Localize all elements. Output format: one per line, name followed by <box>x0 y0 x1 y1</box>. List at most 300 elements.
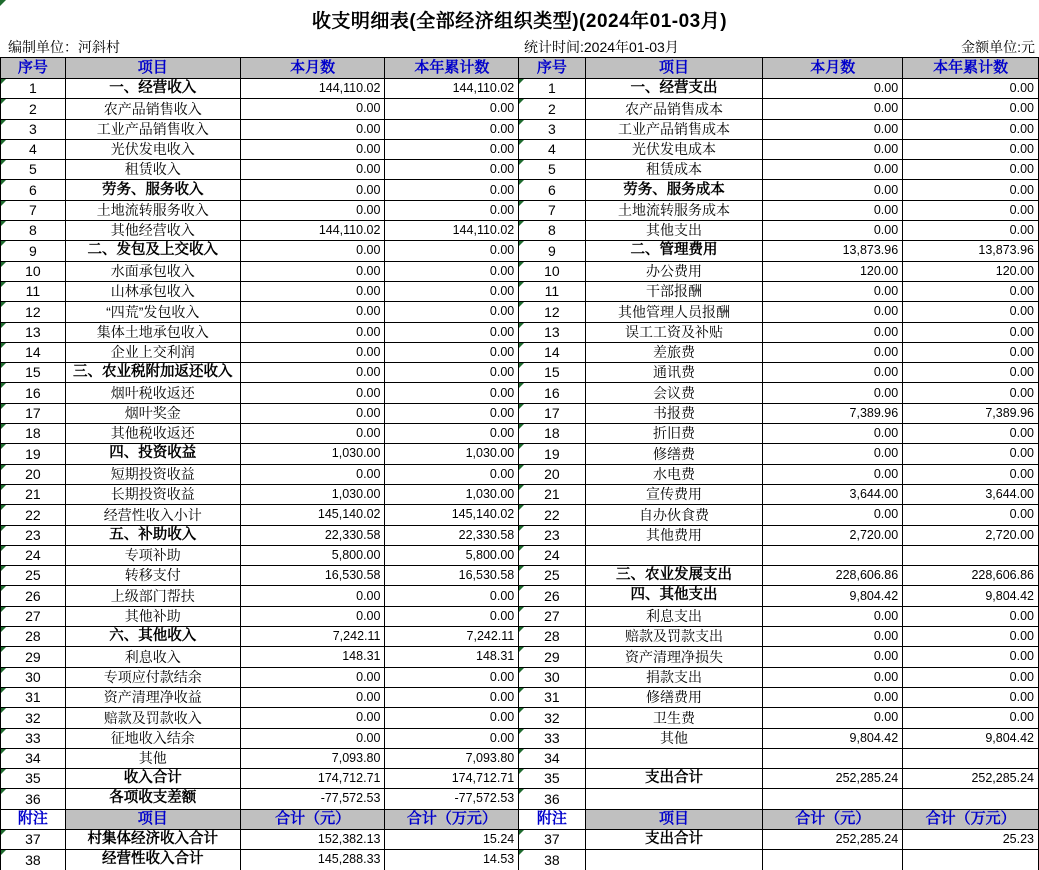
table-row <box>1 586 519 606</box>
row-number-text: 30 <box>25 668 41 685</box>
row-number <box>519 281 585 301</box>
row-year-value: 0.00 <box>385 281 519 301</box>
income-header-row <box>1 58 519 79</box>
cell-flag-triangle <box>519 323 524 328</box>
row-month-value: 0.00 <box>240 383 385 403</box>
table-row <box>519 687 1038 707</box>
row-number-text: 5 <box>29 161 37 178</box>
row-number-text: 22 <box>544 506 560 523</box>
row-month-value: 9,804.42 <box>763 728 903 748</box>
row-year-value: 0.00 <box>385 586 519 606</box>
row-number-text: 38 <box>544 851 560 868</box>
row-item-label: 办公费用 <box>585 261 763 281</box>
row-item-label: 利息支出 <box>585 606 763 626</box>
row-month-value: 0.00 <box>240 464 385 484</box>
row-item-label: 三、农业发展支出 <box>585 566 763 586</box>
row-item-label: 征地收入结余 <box>65 728 240 748</box>
row-number-text: 37 <box>544 831 560 848</box>
expense-table <box>519 57 1039 870</box>
row-item-label: 其他补助 <box>65 606 240 626</box>
table-row <box>1 444 519 464</box>
row-item-label: 其他经营收入 <box>65 221 240 241</box>
cell-flag-triangle <box>1 262 6 267</box>
table-row <box>1 545 519 565</box>
row-number <box>1 789 66 809</box>
cell-flag-triangle <box>519 343 524 348</box>
column-header-month: 本月数 <box>763 58 903 79</box>
row-month-value: 252,285.24 <box>763 769 903 789</box>
row-item-label: 烟叶税收返还 <box>65 383 240 403</box>
row-month-value: 7,242.11 <box>240 627 385 647</box>
row-year-value: 174,712.71 <box>385 769 519 789</box>
row-year-value: 0.00 <box>385 363 519 383</box>
column-header-no: 序号 <box>519 58 585 79</box>
cell-flag-triangle <box>519 99 524 104</box>
row-item-label: 三、农业税附加返还收入 <box>65 363 240 383</box>
row-year-value <box>903 545 1039 565</box>
table-row <box>1 627 519 647</box>
row-year-value: 0.00 <box>385 160 519 180</box>
row-item-label: 企业上交利润 <box>65 342 240 362</box>
cell-flag-triangle <box>1 424 6 429</box>
row-month-value: 0.00 <box>240 261 385 281</box>
row-number <box>519 403 585 423</box>
cell-flag-triangle <box>1 444 6 449</box>
row-number <box>519 160 585 180</box>
table-row <box>1 667 519 687</box>
cell-flag-triangle <box>1 749 6 754</box>
row-month-value: 0.00 <box>240 160 385 180</box>
row-number <box>519 728 585 748</box>
cell-flag-triangle <box>1 323 6 328</box>
row-number-text: 27 <box>544 608 560 625</box>
row-item-label: 光伏发电成本 <box>585 139 763 159</box>
row-number-text: 33 <box>544 729 560 746</box>
table-row <box>519 606 1038 626</box>
row-number-text: 4 <box>29 141 37 158</box>
cell-flag-triangle <box>1 465 6 470</box>
row-month-value: 174,712.71 <box>240 769 385 789</box>
row-number-text: 9 <box>548 242 556 259</box>
row-item-label: 一、经营支出 <box>585 79 763 99</box>
cell-flag-triangle <box>1 282 6 287</box>
cell-flag-triangle <box>519 850 524 855</box>
row-year-value: 1,030.00 <box>385 444 519 464</box>
row-number <box>519 383 585 403</box>
row-year-value: 0.00 <box>903 424 1039 444</box>
row-month-value: 0.00 <box>240 322 385 342</box>
row-number <box>519 464 585 484</box>
row-number-text: 14 <box>544 344 560 361</box>
row-number-text: 8 <box>548 222 556 239</box>
meta-row <box>0 38 1039 57</box>
row-number <box>519 221 585 241</box>
cell-flag-triangle <box>1 201 6 206</box>
row-total-wan: 25.23 <box>903 829 1039 849</box>
table-row <box>1 728 519 748</box>
row-item-label: 长期投资收益 <box>65 484 240 504</box>
row-item-label: 经营性收入小计 <box>65 505 240 525</box>
row-number <box>1 79 66 99</box>
row-number-text: 3 <box>548 120 556 137</box>
row-month-value: 0.00 <box>240 119 385 139</box>
row-number-text: 21 <box>544 486 560 503</box>
row-number-text: 21 <box>25 486 41 503</box>
cell-flag-triangle <box>1 485 6 490</box>
row-month-value: 13,873.96 <box>763 241 903 261</box>
row-number <box>519 545 585 565</box>
cell-flag-triangle <box>1 363 6 368</box>
row-number <box>1 281 66 301</box>
footnote-header-row <box>519 809 1038 829</box>
row-item-label: 农产品销售收入 <box>65 99 240 119</box>
row-number-text: 8 <box>29 222 37 239</box>
cell-flag-triangle <box>519 302 524 307</box>
cell-flag-triangle <box>519 485 524 490</box>
row-month-value: 0.00 <box>240 424 385 444</box>
row-month-value <box>763 748 903 768</box>
row-month-value: 0.00 <box>763 342 903 362</box>
row-number-text: 1 <box>29 80 37 97</box>
row-year-value: 0.00 <box>385 667 519 687</box>
row-number <box>519 200 585 220</box>
row-month-value: 0.00 <box>763 200 903 220</box>
row-number-text: 37 <box>25 831 41 848</box>
row-number <box>1 829 66 849</box>
row-year-value: 0.00 <box>903 180 1039 200</box>
row-month-value: 1,030.00 <box>240 444 385 464</box>
row-number <box>1 850 66 870</box>
row-number <box>1 525 66 545</box>
row-year-value: 0.00 <box>385 424 519 444</box>
cell-flag-triangle <box>519 160 524 165</box>
cell-flag-triangle <box>519 688 524 693</box>
row-number <box>519 261 585 281</box>
row-number <box>1 180 66 200</box>
row-year-value: 0.00 <box>903 667 1039 687</box>
row-item-label: 一、经营收入 <box>65 79 240 99</box>
table-row <box>1 687 519 707</box>
table-row <box>519 261 1038 281</box>
row-number <box>1 464 66 484</box>
row-item-label: 差旅费 <box>585 342 763 362</box>
row-year-value: 0.00 <box>385 302 519 322</box>
cell-flag-triangle <box>1 769 6 774</box>
row-month-value: 144,110.02 <box>240 221 385 241</box>
amount-unit-label: 金额单位:元 <box>961 39 1035 55</box>
row-month-value: 0.00 <box>240 342 385 362</box>
cell-flag-triangle <box>1 607 6 612</box>
cell-flag-triangle <box>1 180 6 185</box>
table-row <box>519 221 1038 241</box>
row-number-text: 27 <box>25 608 41 625</box>
row-year-value: 0.00 <box>903 99 1039 119</box>
row-year-value: 0.00 <box>385 464 519 484</box>
row-number <box>1 403 66 423</box>
row-month-value: 148.31 <box>240 647 385 667</box>
table-row <box>1 566 519 586</box>
table-row <box>519 444 1038 464</box>
row-item-label: 会议费 <box>585 383 763 403</box>
row-number <box>519 119 585 139</box>
table-row <box>519 99 1038 119</box>
row-year-value: 0.00 <box>903 687 1039 707</box>
row-item-label <box>585 545 763 565</box>
row-year-value: 0.00 <box>385 383 519 403</box>
row-number <box>519 241 585 261</box>
prepared-by-label: 编制单位：河斜村 <box>8 39 120 55</box>
row-number-text: 17 <box>544 405 560 422</box>
row-month-value: 228,606.86 <box>763 566 903 586</box>
table-row <box>519 383 1038 403</box>
cell-flag-triangle <box>519 769 524 774</box>
cell-flag-triangle <box>519 586 524 591</box>
row-number <box>519 606 585 626</box>
row-item-label: 收入合计 <box>65 769 240 789</box>
table-row <box>519 586 1038 606</box>
row-number <box>519 566 585 586</box>
row-item-label: 利息收入 <box>65 647 240 667</box>
cell-flag-triangle <box>519 546 524 551</box>
cell-flag-triangle <box>519 830 524 835</box>
footnote-row <box>519 850 1038 870</box>
table-row <box>519 302 1038 322</box>
row-number <box>1 119 66 139</box>
cell-flag-triangle <box>1 241 6 246</box>
row-year-value: 120.00 <box>903 261 1039 281</box>
row-number <box>519 99 585 119</box>
footnote-header-item: 项目 <box>585 809 763 829</box>
row-number-text: 16 <box>25 384 41 401</box>
row-month-value: 0.00 <box>240 403 385 423</box>
row-number-text: 15 <box>544 364 560 381</box>
cell-flag-triangle <box>1 505 6 510</box>
row-item-label: 支出合计 <box>585 769 763 789</box>
row-number-text: 7 <box>548 202 556 219</box>
row-year-value: 148.31 <box>385 647 519 667</box>
row-number <box>1 99 66 119</box>
row-number-text: 1 <box>548 80 556 97</box>
row-number-text: 18 <box>25 425 41 442</box>
row-number <box>1 424 66 444</box>
table-row <box>519 667 1038 687</box>
cell-flag-triangle <box>519 241 524 246</box>
row-item-label: 其他 <box>585 728 763 748</box>
row-number-text: 3 <box>29 120 37 137</box>
cell-flag-triangle <box>519 749 524 754</box>
footnote-row <box>519 829 1038 849</box>
footnote-header-row <box>1 809 519 829</box>
row-month-value: 5,800.00 <box>240 545 385 565</box>
row-year-value: 2,720.00 <box>903 525 1039 545</box>
row-number <box>1 505 66 525</box>
row-item-label: 捐款支出 <box>585 667 763 687</box>
row-item-label: 资产清理净损失 <box>585 647 763 667</box>
cell-flag-triangle <box>1 99 6 104</box>
row-number-text: 32 <box>544 709 560 726</box>
row-number-text: 6 <box>548 181 556 198</box>
row-number <box>1 708 66 728</box>
table-row <box>519 545 1038 565</box>
table-row <box>519 484 1038 504</box>
row-year-value: 0.00 <box>903 647 1039 667</box>
row-total-yuan: 152,382.13 <box>240 829 385 849</box>
table-row <box>1 748 519 768</box>
row-year-value: 9,804.42 <box>903 728 1039 748</box>
row-number-text: 32 <box>25 709 41 726</box>
row-year-value: 0.00 <box>385 606 519 626</box>
table-row <box>519 464 1038 484</box>
row-number-text: 13 <box>25 323 41 340</box>
row-item-label: 折旧费 <box>585 424 763 444</box>
row-month-value: 0.00 <box>763 708 903 728</box>
row-year-value: 0.00 <box>385 322 519 342</box>
row-year-value: 0.00 <box>903 342 1039 362</box>
row-month-value: 0.00 <box>763 464 903 484</box>
row-number <box>1 667 66 687</box>
page-title: 收支明细表(全部经济组织类型)(2024年01-03月) <box>311 10 728 32</box>
row-month-value: 0.00 <box>763 424 903 444</box>
row-number <box>1 221 66 241</box>
footnote-row <box>1 850 519 870</box>
row-number-text: 11 <box>544 283 560 300</box>
row-year-value: 0.00 <box>385 200 519 220</box>
row-number-text: 33 <box>25 729 41 746</box>
footnote-row <box>1 829 519 849</box>
row-month-value: 0.00 <box>763 281 903 301</box>
row-number <box>519 748 585 768</box>
row-month-value: 0.00 <box>763 647 903 667</box>
table-row <box>1 525 519 545</box>
row-item-label: 租赁成本 <box>585 160 763 180</box>
table-row <box>519 281 1038 301</box>
row-number <box>1 139 66 159</box>
table-row <box>1 200 519 220</box>
table-row <box>1 99 519 119</box>
row-item-label: 修缮费 <box>585 444 763 464</box>
table-row <box>1 302 519 322</box>
row-year-value: 0.00 <box>903 606 1039 626</box>
row-item-label: 其他费用 <box>585 525 763 545</box>
row-item-label: 四、投资收益 <box>65 444 240 464</box>
row-month-value: 7,389.96 <box>763 403 903 423</box>
row-year-value: 0.00 <box>903 383 1039 403</box>
table-row <box>519 200 1038 220</box>
row-year-value: -77,572.53 <box>385 789 519 809</box>
row-item-label: 转移支付 <box>65 566 240 586</box>
footnote-header-item: 项目 <box>65 809 240 829</box>
row-item-label: 支出合计 <box>585 829 763 849</box>
table-row <box>1 769 519 789</box>
row-number-text: 35 <box>25 770 41 787</box>
row-number-text: 25 <box>544 567 560 584</box>
table-row <box>1 79 519 99</box>
row-year-value: 0.00 <box>903 322 1039 342</box>
cell-flag-triangle <box>519 221 524 226</box>
row-number <box>519 769 585 789</box>
row-month-value: 0.00 <box>763 687 903 707</box>
table-row <box>1 241 519 261</box>
row-month-value: 0.00 <box>763 139 903 159</box>
table-row <box>519 769 1038 789</box>
row-year-value: 0.00 <box>385 342 519 362</box>
row-number <box>519 139 585 159</box>
row-item-label: 水电费 <box>585 464 763 484</box>
row-year-value: 0.00 <box>385 728 519 748</box>
statistics-time-label: 统计时间:2024年01-03月 <box>524 39 679 55</box>
row-year-value: 0.00 <box>903 505 1039 525</box>
cell-flag-triangle <box>0 0 6 6</box>
column-header-item: 项目 <box>585 58 763 79</box>
row-number <box>519 687 585 707</box>
row-number-text: 26 <box>25 587 41 604</box>
row-year-value: 1,030.00 <box>385 484 519 504</box>
cell-flag-triangle <box>1 404 6 409</box>
row-total-yuan: 145,288.33 <box>240 850 385 870</box>
row-number-text: 12 <box>25 303 41 320</box>
table-row <box>1 119 519 139</box>
row-total-yuan <box>763 850 903 870</box>
row-number <box>519 342 585 362</box>
row-number <box>1 322 66 342</box>
row-number-text: 22 <box>25 506 41 523</box>
cell-flag-triangle <box>519 282 524 287</box>
row-number-text: 24 <box>544 547 560 564</box>
row-number <box>519 180 585 200</box>
cell-flag-triangle <box>519 505 524 510</box>
row-item-label: 自办伙食费 <box>585 505 763 525</box>
row-number <box>1 363 66 383</box>
column-header-year: 本年累计数 <box>385 58 519 79</box>
row-item-label: 农产品销售成本 <box>585 99 763 119</box>
row-year-value: 0.00 <box>903 119 1039 139</box>
row-item-label: 宣传费用 <box>585 484 763 504</box>
table-row <box>1 424 519 444</box>
row-month-value: 0.00 <box>763 627 903 647</box>
row-month-value: 120.00 <box>763 261 903 281</box>
row-number-text: 28 <box>544 628 560 645</box>
row-number <box>519 850 585 870</box>
row-total-wan: 15.24 <box>385 829 519 849</box>
table-row <box>519 79 1038 99</box>
row-number <box>1 748 66 768</box>
row-number <box>519 302 585 322</box>
row-item-label: 五、补助收入 <box>65 525 240 545</box>
table-row <box>1 606 519 626</box>
row-item-label: 工业产品销售成本 <box>585 119 763 139</box>
row-month-value: 0.00 <box>240 687 385 707</box>
cell-flag-triangle <box>1 586 6 591</box>
row-number-text: 26 <box>544 587 560 604</box>
row-item-label: 山林承包收入 <box>65 281 240 301</box>
cell-flag-triangle <box>1 383 6 388</box>
row-month-value: 0.00 <box>763 160 903 180</box>
cell-flag-triangle <box>519 566 524 571</box>
row-number <box>519 444 585 464</box>
footnote-header-wan: 合计（万元） <box>903 809 1039 829</box>
row-year-value: 0.00 <box>903 221 1039 241</box>
row-year-value: 0.00 <box>385 708 519 728</box>
cell-flag-triangle <box>519 607 524 612</box>
row-month-value: 0.00 <box>240 180 385 200</box>
row-item-label: 修缮费用 <box>585 687 763 707</box>
cell-flag-triangle <box>519 180 524 185</box>
row-month-value: 2,720.00 <box>763 525 903 545</box>
row-month-value: 3,644.00 <box>763 484 903 504</box>
row-number <box>1 383 66 403</box>
row-number <box>519 505 585 525</box>
row-year-value: 144,110.02 <box>385 221 519 241</box>
